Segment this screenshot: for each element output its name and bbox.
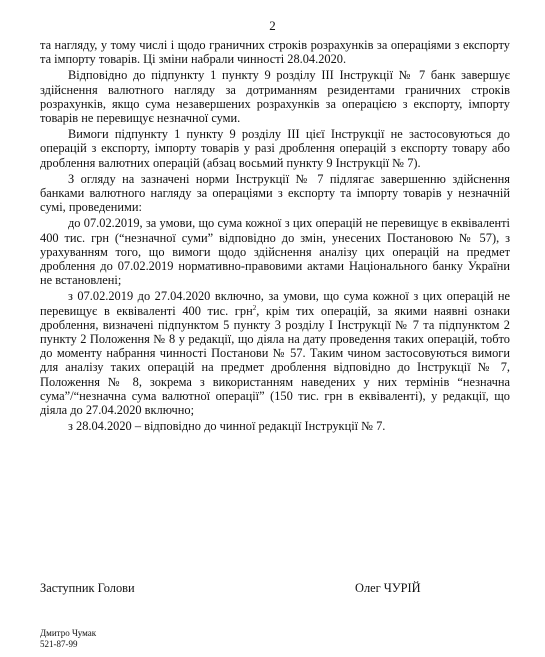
paragraph: Вимоги підпункту 1 пункту 9 розділу ІІІ цієї Інструкції не застосовуються до операцій з експорту, імпорту товарів у разі дроблення операцій з експорту товару або дроблення валютних операцій (абзац восьмий пункту 9 Інструкції № 7).	[40, 127, 510, 170]
signatory-name: Олег ЧУРІЙ	[355, 581, 421, 595]
document-body	[40, 38, 510, 435]
paragraph: з 28.04.2020 – відповідно до чинної редакції Інструкції № 7.	[68, 419, 386, 434]
paragraph: до 07.02.2019, за умови, що сума кожної з цих операцій не перевищує в еквіваленті 400 тис. грн (“незначної суми” відповідно до змін, унесених Постановою № 57), з урахуванням того, що вимоги щодо здійснення аналізу цих операцій на предмет дроблення до 07.02.2019 нормативно-правовими актами Національного банку України не встановлені;	[40, 216, 510, 288]
paragraph: та нагляду, у тому числі і щодо граничних строків розрахунків за операціями з експорту та імпорту товарів. Ці зміни набрали чинності 28.04.2020.	[40, 38, 510, 67]
footnote-marker: 2	[252, 303, 257, 312]
paragraph: Відповідно до підпункту 1 пункту 9 розділу ІІІ Інструкції № 7 банк завершує здійснення валютного нагляду за дотриманням резидентами граничних строків розрахунків, якщо сума незавершених розрахунків за операцією з експорту, імпорту товарів не перевищує незначної суми.	[40, 68, 510, 126]
executor-name: Дмитро Чумак	[40, 628, 97, 638]
paragraph: З огляду на зазначені норми Інструкції № 7 підлягає завершенню здійснення банками валютного нагляду за операціями з експорту та імпорту товарів у незначній сумі, проведеними:	[40, 171, 510, 215]
paragraph-text: , крім тих операцій, за якими наявні ознаки дроблення, визначені підпунктом 5 пункту 3 розділу І Інструкції № 7 та підпунктом 2 пункту 2 Положення № 8 у редакції, що діяла на дату проведення таких операцій, тобто до моменту набрання чинності Постанови № 57. Таким чином застосовуються вимоги для аналізу таких операцій на предмет дроблення відповідно до Інструкції № 7, Положення № 8, зокрема з використанням наведених у них термінів “незначна сума”/“незначна сума валютної операції” (150 тис. грн в еквіваленті), у редакції, що діяла до 27.04.2020 включно;	[40, 303, 510, 418]
signatory-position: Заступник Голови	[40, 581, 135, 595]
executor-phone: 521-87-99	[40, 639, 78, 649]
paragraph-text: з 07.02.2019 до 27.04.2020 включно, за умови, що сума кожної з цих операцій не перевищує в еквіваленті 400 тис. грн	[40, 289, 510, 318]
page-number: 2	[269, 18, 276, 33]
paragraph	[40, 289, 510, 417]
executor-block	[40, 628, 96, 650]
